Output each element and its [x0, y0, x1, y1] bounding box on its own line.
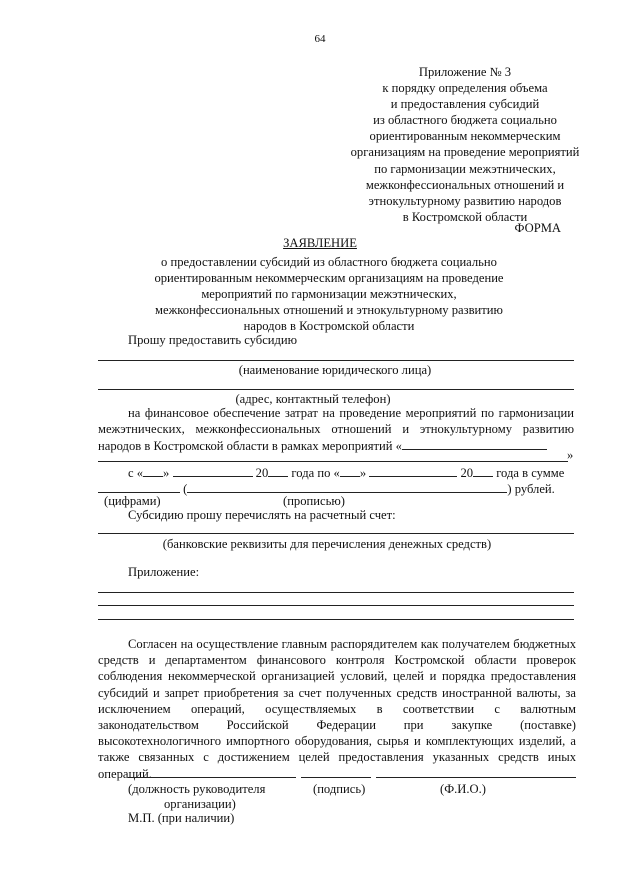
- attachment-label: Приложение:: [128, 565, 200, 579]
- caption-words: (прописью): [283, 494, 345, 508]
- from-month-field[interactable]: [173, 464, 253, 477]
- document-subtitle: о предоставлении субсидий из областного бюджета социально ориентированным некоммерческим организациям на проведение мероприятий по гармонизации межэтнических, межконфессиональных отношений и этнокультурному развитию народов в Костромской области: [154, 255, 504, 334]
- purpose-text: на финансовое обеспечение затрат на проведение мероприятий по гармонизации межэтнических, межконфессиональных отношений и этнокультурному развитию народов в Костромской области в рамках мероприятий «: [98, 406, 574, 454]
- appendix-line: в Костромской области: [402, 209, 528, 224]
- attachment-line-3[interactable]: [98, 619, 574, 620]
- appendix-header: [342, 64, 588, 225]
- caption-fio: (Ф.И.О.): [440, 782, 486, 796]
- to-month-field[interactable]: [369, 464, 457, 477]
- period-quote-1: »: [163, 466, 170, 480]
- period-quote-2: »: [359, 466, 367, 480]
- caption-signature: (подпись): [313, 782, 366, 796]
- attachment-line-2[interactable]: [98, 605, 574, 606]
- year-prefix-1: 20: [255, 466, 269, 480]
- page-number: 64: [314, 33, 326, 45]
- year-prefix-2: 20: [460, 466, 474, 480]
- signature-line[interactable]: [301, 777, 371, 778]
- from-year-field[interactable]: [268, 464, 288, 477]
- to-year-field[interactable]: [473, 464, 493, 477]
- consent-text: Согласен на осуществление главным распорядителем как получателем бюджетных средств и департаментом финансового контроля Костромской области проверок соблюдения некоммерческой организацией условий, целей и порядка предоставления субсидий и запрет приобретения за счет полученных средств иностранной валюты, за исключением операций, осуществляемых в соответствии с валютным законодательством Российской Федерации при закупке (поставке) высокотехнологичного импортного оборудования, сырья и комплектующих изделий, а также связанных с достижением целей предоставления указанных средств иных операций.: [98, 637, 576, 781]
- appendix-line: к порядку определения объема: [382, 81, 548, 96]
- amount-digits-field[interactable]: [98, 480, 180, 493]
- consent-paragraph: [98, 636, 576, 782]
- amount-open-paren: (: [183, 482, 188, 496]
- position-line[interactable]: [128, 777, 296, 778]
- request-text: Прошу предоставить субсидию: [128, 333, 298, 347]
- appendix-line: ориентированным некоммерческим: [369, 129, 561, 144]
- to-day-field[interactable]: [340, 464, 360, 477]
- appendix-line: организациям на проведение мероприятий: [350, 145, 580, 160]
- event-name-line-2[interactable]: [98, 461, 568, 462]
- legal-name-line[interactable]: [98, 360, 574, 361]
- title-text: ЗАЯВЛЕНИЕ: [283, 236, 357, 250]
- appendix-line: и предоставления субсидий: [390, 97, 540, 112]
- account-text: Субсидию прошу перечислять на расчетный счет:: [128, 508, 396, 522]
- appendix-line: межконфессиональных отношений и: [365, 177, 565, 192]
- period-row: [128, 464, 564, 481]
- bank-details-line[interactable]: [98, 533, 574, 534]
- caption-position-1: (должность руководителя: [128, 782, 266, 796]
- stamp-label: М.П. (при наличии): [128, 811, 235, 825]
- document-title: [0, 236, 640, 251]
- amount-close: ) рублей.: [507, 482, 555, 496]
- appendix-line: из областного бюджета социально: [373, 113, 557, 128]
- close-quote: »: [567, 448, 574, 462]
- sum-label: года в сумме: [496, 466, 565, 480]
- caption-digits: (цифрами): [104, 494, 161, 508]
- attachment-line-1[interactable]: [98, 592, 574, 593]
- period-from-label: с «: [128, 466, 144, 480]
- address-line[interactable]: [98, 389, 574, 390]
- appendix-line: этнокультурному развитию народов: [368, 193, 562, 208]
- fio-line[interactable]: [376, 777, 576, 778]
- period-to-label: года по «: [291, 466, 340, 480]
- from-day-field[interactable]: [143, 464, 163, 477]
- appendix-line: Приложение № 3: [418, 65, 512, 79]
- caption-legal-name: (наименование юридического лица): [238, 363, 432, 377]
- caption-address: (адрес, контактный телефон): [235, 392, 391, 406]
- purpose-paragraph: [98, 405, 574, 455]
- form-label: ФОРМА: [514, 221, 561, 235]
- caption-position-2: организации): [164, 797, 236, 811]
- amount-words-field[interactable]: [187, 480, 507, 493]
- event-name-field[interactable]: [402, 437, 547, 450]
- caption-bank: (банковские реквизиты для перечисления денежных средств): [162, 537, 492, 551]
- appendix-line: по гармонизации межэтнических,: [374, 161, 556, 176]
